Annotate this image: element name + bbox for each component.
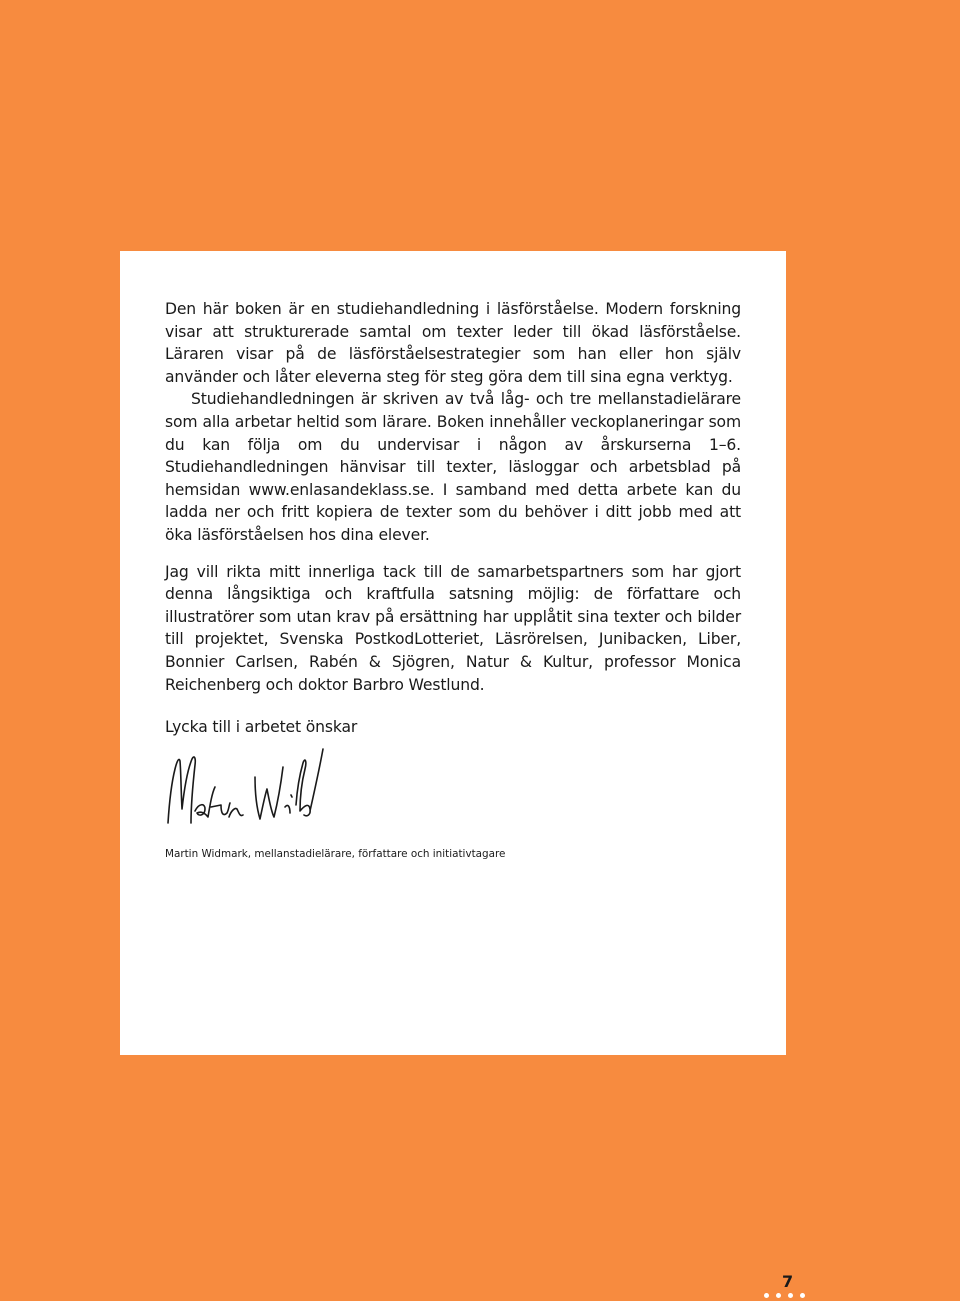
page-decoration-dots <box>764 1293 805 1298</box>
page-number: 7 <box>782 1272 794 1291</box>
decoration-dot <box>776 1293 781 1298</box>
decoration-dot <box>764 1293 769 1298</box>
decoration-dot <box>788 1293 793 1298</box>
foreword-paragraph-study-guide: Studiehandledningen är skriven av två låg- och tre mellanstadielärare som alla arbetar heltid som lärare. Boken innehåller veckoplaneringar som du kan följa om du undervisar i någon av årskurserna 1–6. Studiehandledningen hänvisar till texter, läsloggar och arbetsblad på hemsidan www.enlasandeklass.se. I samband med detta arbete kan du ladda ner och fritt kopiera de texter som du behöver i ditt jobb med att öka läsförståelsen hos dina elever. <box>165 390 741 544</box>
decoration-dot <box>800 1293 805 1298</box>
foreword-content <box>165 298 741 861</box>
handwritten-signature <box>165 747 325 833</box>
foreword-paragraph-thanks: Jag vill rikta mitt innerliga tack till de samarbetspartners som har gjort denna långsiktiga och kraftfulla satsning möjlig: de författare och illustratörer som utan krav på ersättning har upplåtit sina texter och bilder till projektet, Svenska PostkodLotteriet, Läsrörelsen, Junibacken, Liber, Bonnier Carlsen, Rabén & Sjögren, Natur & Kultur, professor Monica Reichenberg och doktor Barbro Westlund. <box>165 562 741 694</box>
signature-caption: Martin Widmark, mellanstadielärare, författare och initiativtagare <box>165 847 506 860</box>
foreword-paragraph-intro: Den här boken är en studiehandledning i läsförståelse. Modern forskning visar att strukturerade samtal om texter leder till ökad läsförståelse. Läraren visar på de läsförståelsestrategier som han eller hon själv använder och låter eleverna steg för steg göra dem till sina egna verktyg. <box>165 300 741 386</box>
closing-greeting: Lycka till i arbetet önskar <box>165 718 358 737</box>
text-panel <box>120 251 786 1055</box>
